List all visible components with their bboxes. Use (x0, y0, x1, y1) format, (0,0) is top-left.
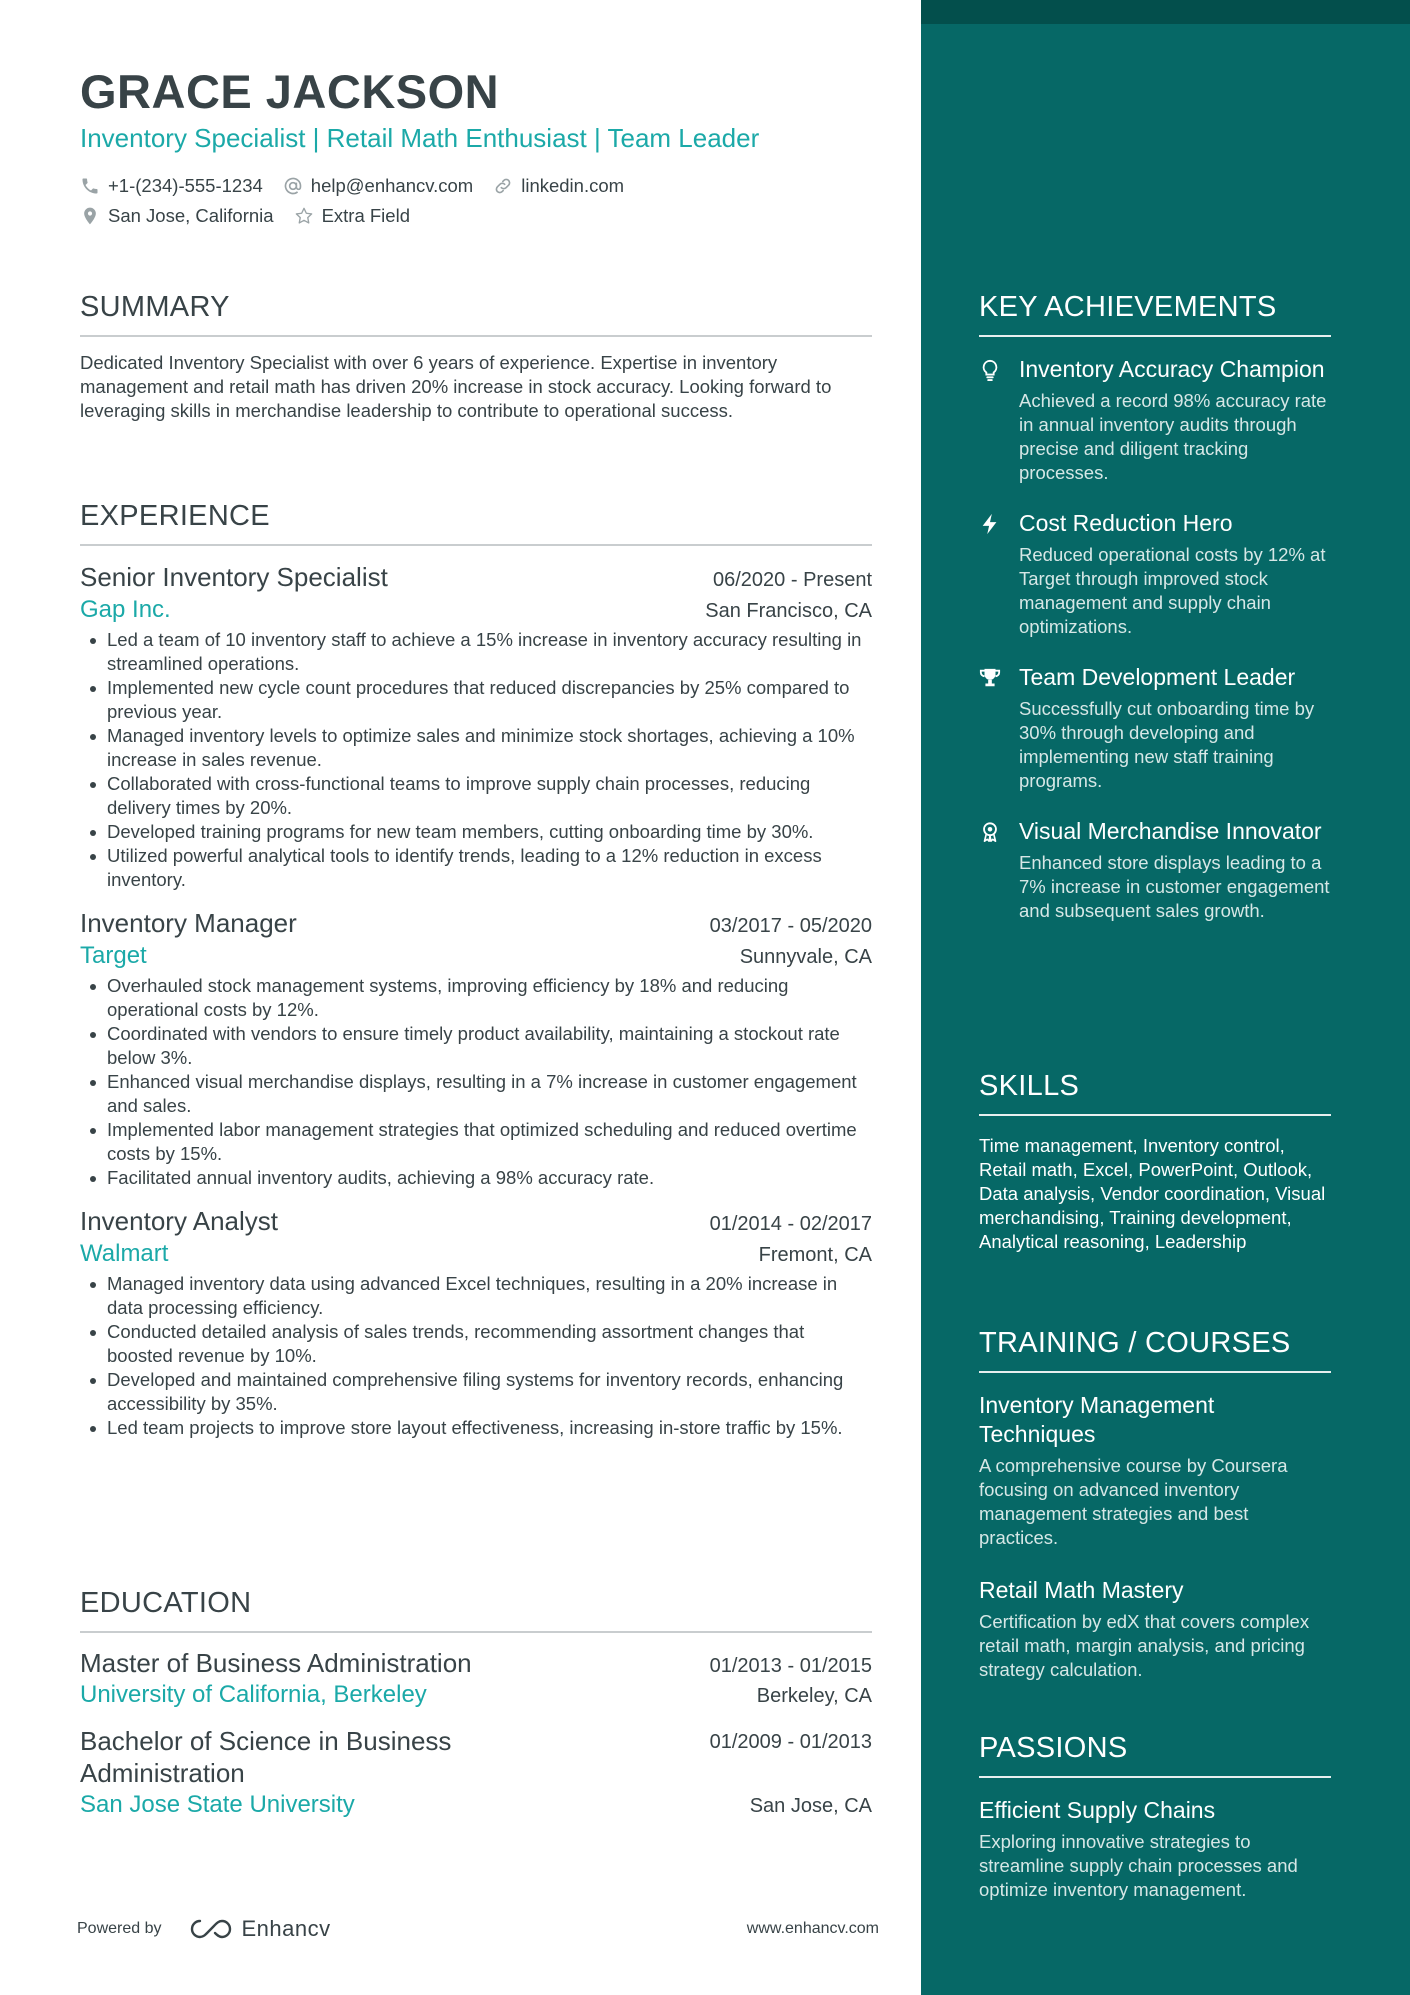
contact-phone (80, 175, 263, 197)
contact-linkedin[interactable] (493, 175, 624, 197)
job-bullets (80, 974, 872, 1190)
job-bullet: Managed inventory levels to optimize sales and minimize stock shortages, achieving a 10% increase in sales revenue. (80, 724, 872, 772)
job-bullet: Overhauled stock management systems, improving efficiency by 18% and reducing operational costs by 12%. (80, 974, 872, 1022)
job-location: Fremont, CA (758, 1244, 872, 1266)
school-name: University of California, Berkeley (80, 1681, 427, 1708)
website-link[interactable]: www.enhancv.com (746, 1920, 879, 1937)
job-bullet: Facilitated annual inventory audits, achieving a 98% accuracy rate. (80, 1166, 872, 1190)
job-company: Gap Inc. (80, 596, 171, 623)
course-title: Inventory Management Techniques (979, 1392, 1215, 1447)
location-text: San Jose, California (108, 205, 274, 226)
job-bullet: Developed and maintained comprehensive filing systems for inventory records, enhancing accessibility by 35%. (80, 1368, 872, 1416)
achievement-title: Inventory Accuracy Champion (1019, 356, 1325, 382)
training-heading: TRAINING / COURSES (979, 1325, 1331, 1373)
job-bullet: Led team projects to improve store layout effectiveness, increasing in-store traffic by 15%. (80, 1416, 872, 1440)
contact-info (80, 172, 644, 232)
job-bullet: Managed inventory data using advanced Excel techniques, resulting in a 20% increase in data processing efficiency. (80, 1272, 872, 1320)
candidate-name: GRACE JACKSON (80, 65, 500, 118)
skills-heading: SKILLS (979, 1068, 1331, 1116)
job-bullet: Implemented new cycle count procedures that reduced discrepancies by 25% compared to previous year. (80, 676, 872, 724)
job-bullet: Enhanced visual merchandise displays, resulting in a 7% increase in customer engagement and sales. (80, 1070, 872, 1118)
passions-heading: PASSIONS (979, 1730, 1331, 1778)
job-bullets (80, 628, 872, 892)
degree-title: Master of Business Administration (80, 1648, 472, 1678)
education-dates: 01/2013 - 01/2015 (709, 1655, 872, 1677)
sidebar-top-bar (921, 0, 1410, 24)
candidate-headline: Inventory Specialist | Retail Math Enthusiast | Team Leader (80, 123, 760, 153)
achievements-heading: KEY ACHIEVEMENTS (979, 289, 1331, 337)
achievement-title: Cost Reduction Hero (1019, 510, 1233, 536)
job-entry (80, 1204, 872, 1440)
achievement-desc: Reduced operational costs by 12% at Target through improved stock management and supply chain optimizations. (1019, 544, 1326, 637)
education-section (80, 1585, 872, 1821)
passion-item (979, 1796, 1331, 1902)
job-bullet: Utilized powerful analytical tools to identify trends, leading to a 12% reduction in excess inventory. (80, 844, 872, 892)
school-location: Berkeley, CA (756, 1685, 872, 1707)
job-dates: 01/2014 - 02/2017 (709, 1213, 872, 1235)
job-bullet: Developed training programs for new team members, cutting onboarding time by 30%. (80, 820, 872, 844)
star-icon (294, 206, 314, 226)
job-title: Inventory Manager (80, 908, 297, 938)
school-name: San Jose State University (80, 1791, 355, 1818)
passion-desc: Exploring innovative strategies to streamline supply chain processes and optimize inventory management. (979, 1831, 1298, 1900)
phone-text: +1-(234)-555-1234 (108, 175, 263, 196)
achievement-desc: Enhanced store displays leading to a 7% increase in customer engagement and subsequent sales growth. (1019, 852, 1330, 921)
extra-text: Extra Field (321, 205, 410, 226)
award-ribbon-icon (979, 821, 1001, 843)
experience-section (80, 498, 872, 1440)
job-company: Target (80, 942, 147, 969)
link-icon (493, 176, 513, 196)
achievement-title: Visual Merchandise Innovator (1019, 818, 1322, 844)
course-title: Retail Math Mastery (979, 1577, 1184, 1603)
contact-location (80, 205, 274, 227)
sidebar (921, 0, 1410, 1995)
education-heading: EDUCATION (80, 1585, 872, 1633)
achievement-title: Team Development Leader (1019, 664, 1296, 690)
contact-email[interactable] (283, 175, 473, 197)
achievement-item (979, 817, 1331, 923)
summary-text: Dedicated Inventory Specialist with over 6 years of experience. Expertise in inventory management and retail math has driven 20% increase in stock accuracy. Looking forward to leveraging skills in merchandise leadership to contribute to operational success. (80, 352, 832, 421)
education-dates: 01/2009 - 01/2013 (709, 1731, 872, 1753)
trophy-icon (979, 667, 1001, 689)
enhancv-logo-icon (188, 1917, 234, 1941)
job-bullets (80, 1272, 872, 1440)
lightbulb-icon (979, 359, 1001, 381)
job-bullet: Conducted detailed analysis of sales trends, recommending assortment changes that boosted revenue by 10%. (80, 1320, 872, 1368)
summary-section (80, 289, 872, 423)
achievement-desc: Successfully cut onboarding time by 30% through developing and implementing new staff training programs. (1019, 698, 1315, 791)
education-entry (80, 1647, 872, 1711)
degree-title: Bachelor of Science in Business Administration (80, 1726, 452, 1788)
job-company: Walmart (80, 1240, 169, 1267)
job-location: Sunnyvale, CA (739, 946, 872, 968)
achievement-item (979, 663, 1331, 793)
achievement-desc: Achieved a record 98% accuracy rate in annual inventory audits through precise and diligent tracking processes. (1019, 390, 1327, 483)
linkedin-text: linkedin.com (521, 175, 625, 196)
education-entry (80, 1725, 872, 1821)
email-text: help@enhancv.com (310, 175, 474, 196)
training-section (979, 1325, 1331, 1708)
passions-section (979, 1730, 1331, 1928)
brand-name: Enhancv (241, 1916, 331, 1941)
job-bullet: Implemented labor management strategies that optimized scheduling and reduced overtime costs by 15%. (80, 1118, 872, 1166)
job-title: Senior Inventory Specialist (80, 562, 388, 592)
job-bullet: Coordinated with vendors to ensure timely product availability, maintaining a stockout rate below 3%. (80, 1022, 872, 1070)
achievement-item (979, 355, 1331, 485)
bolt-icon (979, 513, 1001, 535)
passion-title: Efficient Supply Chains (979, 1797, 1216, 1823)
achievement-item (979, 509, 1331, 639)
course-item (979, 1576, 1331, 1682)
experience-heading: EXPERIENCE (80, 498, 872, 546)
school-location: San Jose, CA (749, 1795, 872, 1817)
job-dates: 06/2020 - Present (713, 569, 872, 591)
at-sign-icon (283, 176, 303, 196)
job-title: Inventory Analyst (80, 1206, 278, 1236)
footer (77, 1912, 879, 1946)
course-item (979, 1391, 1331, 1550)
course-desc: Certification by edX that covers complex retail math, margin analysis, and pricing strategy calculation. (979, 1611, 1310, 1680)
skills-section (979, 1068, 1331, 1254)
job-bullet: Led a team of 10 inventory staff to achieve a 15% increase in inventory accuracy resulting in streamlined operations. (80, 628, 872, 676)
contact-extra (294, 205, 410, 227)
powered-by[interactable] (77, 1916, 331, 1942)
skills-text: Time management, Inventory control, Retail math, Excel, PowerPoint, Outlook, Data analysis, Vendor coordination, Visual merchandising, Training development, Analytical reasoning, Leadership (979, 1135, 1326, 1252)
summary-heading: SUMMARY (80, 289, 872, 337)
job-location: San Francisco, CA (705, 600, 872, 622)
powered-by-label: Powered by (77, 1920, 162, 1937)
course-desc: A comprehensive course by Coursera focusing on advanced inventory management strategies and best practices. (979, 1455, 1288, 1548)
achievements-section (979, 289, 1331, 947)
job-bullet: Collaborated with cross-functional teams to improve supply chain processes, reducing delivery times by 20%. (80, 772, 872, 820)
job-entry (80, 560, 872, 892)
phone-icon (80, 176, 100, 196)
location-pin-icon (80, 206, 100, 226)
job-entry (80, 906, 872, 1190)
job-dates: 03/2017 - 05/2020 (709, 915, 872, 937)
